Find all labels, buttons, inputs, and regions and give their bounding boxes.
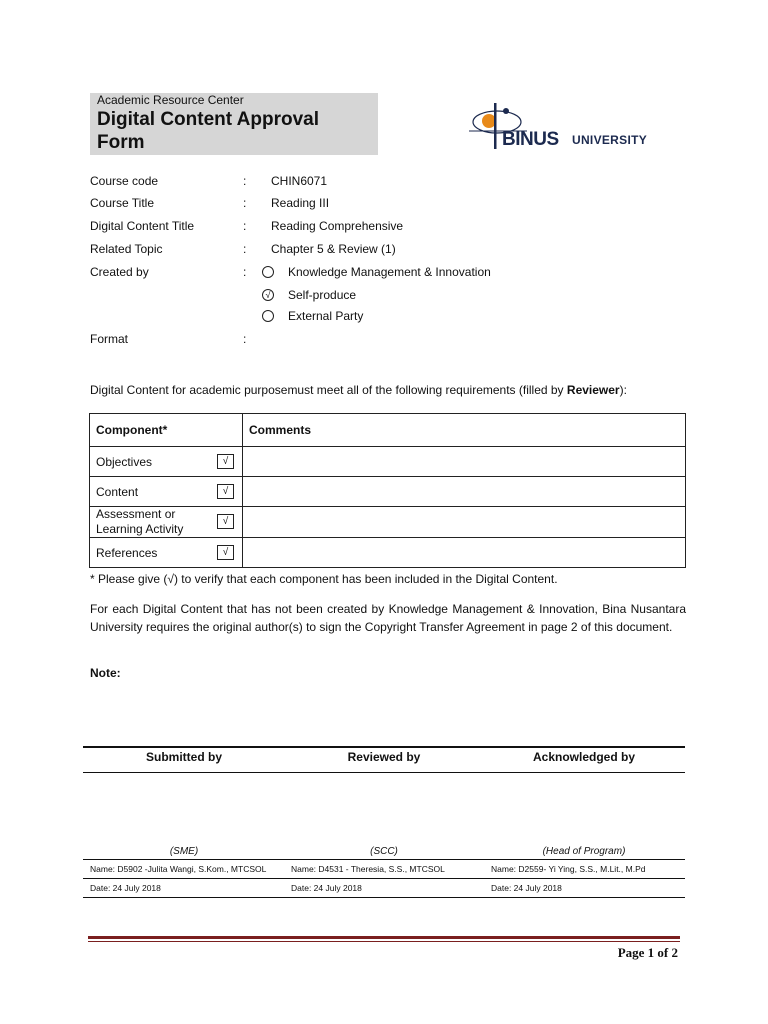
component-table (89, 413, 686, 568)
page-title: Digital Content Approval Form (97, 109, 320, 153)
footer-rule-thick (88, 936, 680, 939)
comment-cell[interactable] (243, 507, 686, 538)
related-topic-value: Chapter 5 & Review (1) (271, 242, 396, 256)
signer-date: Date: 24 July 2018 (491, 883, 562, 893)
signer-name: Name: D5902 -Julita Wangi, S.Kom., MTCSOL (90, 864, 267, 874)
table-row (90, 477, 686, 507)
reviewed-by-heading: Reviewed by (347, 750, 421, 764)
radio-check-mark: √ (265, 290, 271, 300)
date-row-bottom-rule (83, 897, 685, 898)
course-title-value: Reading III (271, 196, 330, 210)
content-title-label: Digital Content Title (90, 219, 195, 233)
component-cell (90, 447, 243, 477)
header-component: Component* (90, 414, 243, 447)
note-label: Note: (90, 666, 121, 680)
role-scc: (SCC) (370, 846, 398, 857)
submitted-by-heading: Submitted by (145, 750, 222, 764)
course-code-label: Course code (90, 174, 159, 188)
checkbox-content[interactable]: √ (217, 484, 234, 499)
colon: : (243, 242, 247, 256)
radio-self-produce[interactable] (262, 289, 274, 301)
role-sme: (SME) (169, 846, 199, 857)
signer-date: Date: 24 July 2018 (90, 883, 161, 893)
table-header-row (90, 414, 686, 447)
copyright-paragraph: For each Digital Content that has not been created by Knowledge Management & Innovation, Bina Nusantara University requires the original author(s) to sign the Copyright Transfer Agreement in page 2 of this document. (90, 602, 686, 634)
signer-date: Date: 24 July 2018 (291, 883, 362, 893)
component-cell (90, 538, 243, 568)
footnote: * Please give (√) to verify that each component has been included in the Digital Content. (90, 572, 558, 586)
signer-name: Name: D4531 - Theresia, S.S., MTCSOL (291, 864, 445, 874)
option-kmi-label: Knowledge Management & Innovation (288, 265, 491, 279)
logo-brand-text: BINUS (502, 129, 559, 150)
component-name: References (96, 545, 158, 560)
colon: : (243, 265, 247, 279)
course-title-label: Course Title (90, 196, 155, 210)
requirements-intro-text: Digital Content for academic purposemust meet all of the following requirements (filled by (90, 383, 567, 397)
radio-external-party[interactable] (262, 310, 274, 322)
component-cell (90, 477, 243, 507)
header-subtitle: Academic Resource Center (97, 93, 244, 107)
radio-kmi[interactable] (262, 266, 274, 278)
table-row (90, 507, 686, 538)
checkbox-assessment[interactable]: √ (217, 514, 234, 529)
role-head-of-program: (Head of Program) (542, 846, 626, 857)
colon: : (243, 174, 247, 188)
comment-cell[interactable] (243, 447, 686, 477)
logo-suffix-text: UNIVERSITY (572, 133, 648, 147)
date-row-top-rule (83, 878, 685, 879)
checkbox-references[interactable]: √ (217, 545, 234, 560)
colon: : (243, 332, 247, 346)
checkbox-objectives[interactable]: √ (217, 454, 234, 469)
reviewer-bold: Reviewer (566, 383, 620, 397)
signature-top-rule (83, 746, 685, 748)
colon: : (243, 196, 247, 210)
related-topic-label: Related Topic (90, 242, 163, 256)
course-code-value: CHIN6071 (271, 174, 328, 188)
option-external-party-label: External Party (288, 309, 364, 323)
component-name: Content (96, 484, 139, 499)
created-by-label: Created by (90, 265, 149, 279)
format-label: Format (90, 332, 129, 346)
name-row-top-rule (83, 859, 685, 860)
footer-rule-thin (88, 941, 680, 942)
table-row (90, 538, 686, 568)
signature-header-rule (83, 772, 685, 773)
signer-name: Name: D2559- Yi Ying, S.S., M.Lit., M.Pd (491, 864, 646, 874)
page-number: Page 1 of 2 (617, 945, 678, 960)
requirements-intro (90, 383, 627, 397)
option-self-produce-label: Self-produce (288, 288, 357, 302)
header-comments: Comments (243, 414, 686, 447)
component-name: Objectives (96, 454, 153, 469)
requirements-intro-end: ): (619, 383, 627, 397)
table-row (90, 447, 686, 477)
comment-cell[interactable] (243, 477, 686, 507)
comment-cell[interactable] (243, 538, 686, 568)
content-title-value: Reading Comprehensive (271, 219, 404, 233)
colon: : (243, 219, 247, 233)
component-name: Assessment or Learning Activity (96, 507, 184, 536)
acknowledged-by-heading: Acknowledged by (532, 750, 636, 764)
component-cell (90, 507, 243, 538)
